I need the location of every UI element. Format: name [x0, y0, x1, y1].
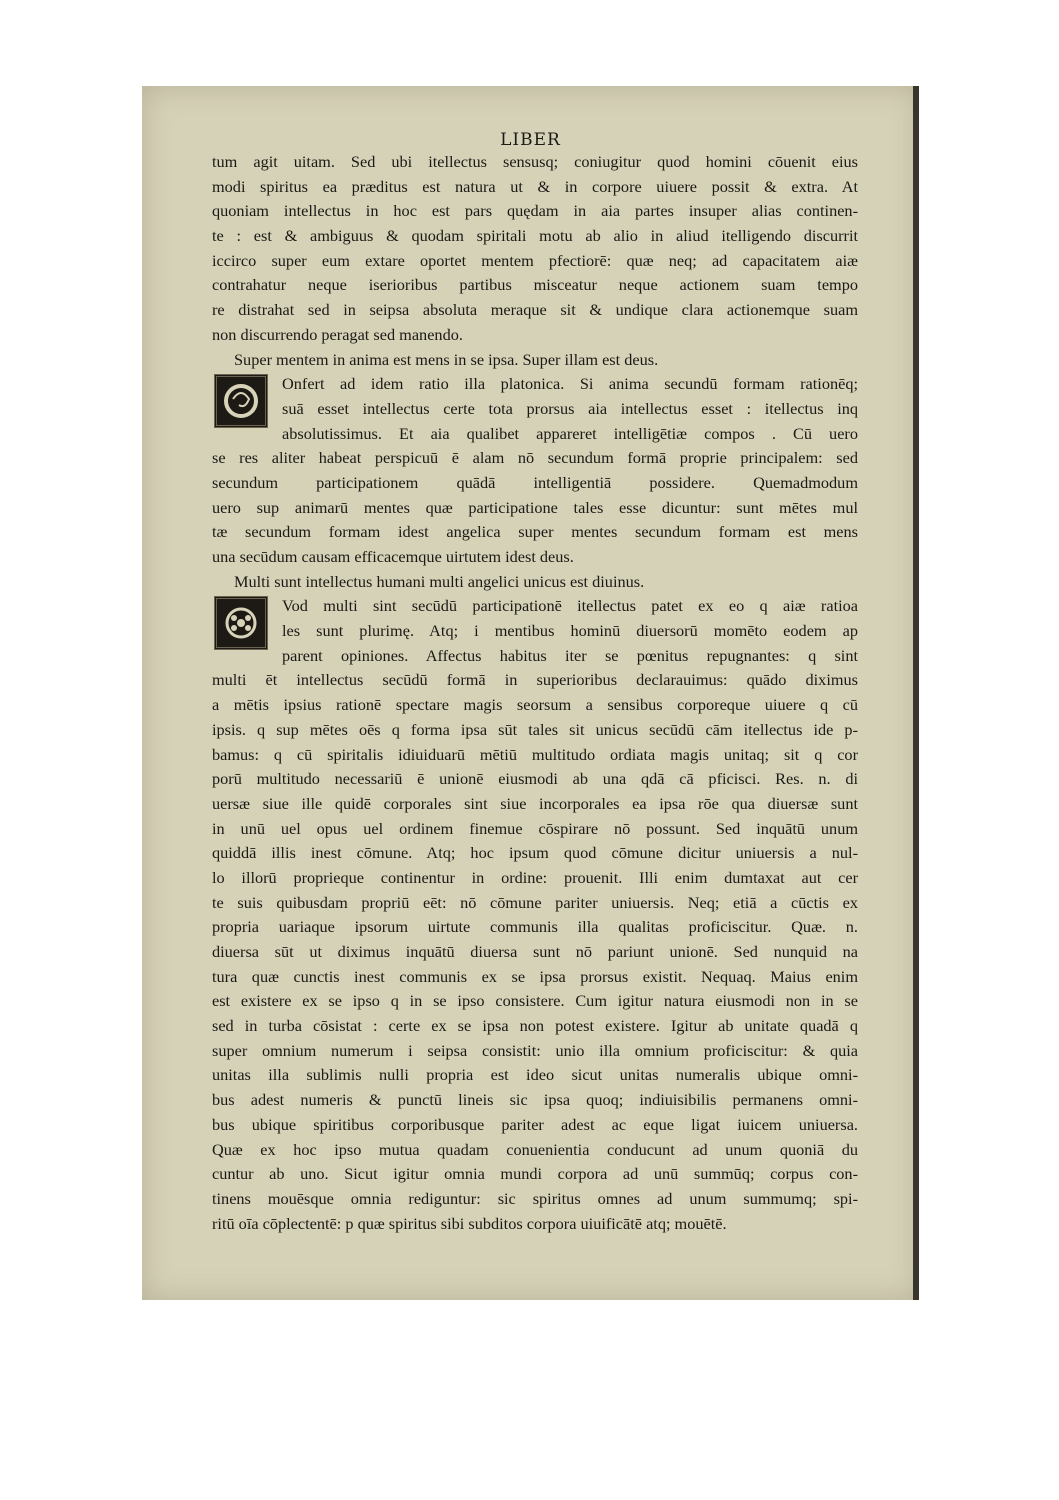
text-line: absolutissimus. Et aia qualibet appareret intelligētiæ compos . Cū uero	[282, 423, 858, 443]
text-line: parent opiniones. Affectus habitus iter se pœnitus repugnantes: q sint	[282, 645, 858, 665]
text-line: secundum participationem quādā intelligentiā possidere. Quemadmodum	[212, 472, 858, 492]
text-line: unitas illa sublimis nulli propria est ideo sicut unitas numeralis ubique omni-	[212, 1065, 858, 1085]
text-line: bamus: q cū spiritalis idiuiduarū mētiū multitudo ordiata magis unitaq; sit q cor	[212, 744, 858, 764]
text-line: bus ubique spiritibus corporibusque pariter adest ac eque ligat iuicem uniuersa.	[212, 1114, 858, 1134]
text-line: una secūdum causam efficacemque uirtutem idest deus.	[212, 547, 574, 566]
text-line: in unū uel opus uel ordinem finemue cōspirare nō possunt. Sed inquātū unum	[212, 818, 858, 838]
ornamental-initial-icon	[214, 596, 268, 650]
heading-2: Multi sunt intellectus humani multi angelici unicus est diuinus.	[234, 571, 645, 591]
heading-1: Super mentem in anima est mens in se ipsa. Super illam est deus.	[234, 349, 659, 369]
text-line: tæ secundum formam idest angelica super mentes secundum formam est mens	[212, 522, 858, 542]
text-line: Onfert ad idem ratio illa platonica. Si anima secundū formam rationēq;	[282, 374, 858, 394]
text-line: non discurrendo peragat sed manendo.	[212, 324, 463, 344]
text-line: uero sup animarū mentes quæ participatione tales esse dicuntur: sunt mētes mul	[212, 497, 858, 517]
text-line: iccirco super eum extare oportet mentem pfectiorē: quæ neq; ad capacitatem aiæ	[212, 250, 858, 270]
text-line: quoniam intellectus in hoc est pars quędam in aia partes insuper alias continen-	[212, 201, 858, 221]
text-line: te suis quibusdam propriū eēt: nō cōmune pariter uniuersis. Neq; etiā a cūctis ex	[212, 892, 858, 912]
text-line: propria uariaque ipsorum uirtute communis illa qualitas proficiscitur. Quæ. n.	[212, 917, 858, 937]
text-line: lo illorū proprieque continentur in ordine: prouenit. Illi enim dumtaxat aut cer	[212, 867, 858, 887]
text-line: re distrahat sed in seipsa absoluta meraque sit & undique clara actionemque suam	[212, 300, 858, 320]
text-line: suā esset intellectus certe tota prorsus aia intellectus esset : itellectus inq	[282, 398, 858, 418]
text-line: Quæ ex hoc ipso mutua quadam conuenientia conducunt ad unum quoniā du	[212, 1139, 858, 1159]
text-line: tinens mouēsque omnia rediguntur: sic spiritus omnes ad unum summumq; spi-	[212, 1188, 858, 1208]
text-line: super omnium numerum i seipsa consistit: unio illa omnium proficiscitur: & quia	[212, 1040, 858, 1060]
text-line: multi ēt intellectus secūdū formā in superioribus declarauimus: quādo diximus	[212, 670, 858, 690]
body-text	[212, 150, 858, 1236]
text-line: porū multitudo necessariū ē unionē eiusmodi ab una qdā cā pficisci. Res. n. di	[212, 769, 858, 789]
text-line: Vod multi sint secūdū participationē itellectus patet ex eo q aiæ ratioa	[282, 596, 858, 616]
text-line: tura quæ cunctis inest communis ex se ipsa prorsus existit. Nequaq. Maius enim	[212, 966, 858, 986]
text-line: se res aliter habeat perspicuū ē alam nō secundum formā proprie principalem: sed	[212, 448, 858, 468]
text-line: tum agit uitam. Sed ubi itellectus sensusq; coniugitur quod homini cōuenit eius	[212, 152, 858, 171]
text-line: les sunt plurimę. Atq; i mentibus hominū diuersorū momēto eodem ap	[282, 621, 858, 641]
paragraph-3	[212, 594, 858, 1236]
text-line: diuersa sūt ut diximus inquātū diuersa sunt nō pariunt unionē. Sed nunquid na	[212, 942, 858, 961]
text-line: modi spiritus ea præditus est natura ut & in corpore uiuere possit & extra. At	[212, 176, 858, 196]
book-page	[142, 86, 919, 1300]
text-line: est existere ex se ipso q in se ipso consistere. Cum igitur natura eiusmodi non in se	[212, 991, 858, 1011]
text-line: contrahatur neque iserioribus partibus misceatur neque actionem suam tempo	[212, 275, 858, 295]
ornamental-initial-icon	[214, 374, 268, 428]
text-line: ritū oīa cōplectentē: p quæ spiritus sibi subditos corpora uiuificātē atq; mouētē.	[212, 1213, 727, 1233]
text-line: uersæ siue ille quidē corporales sint siue incorporales ea ipsa rōe qua diuersæ sunt	[212, 793, 858, 813]
text-line: sed in turba cōsistat : certe ex se ipsa non potest existere. Igitur ab unitate quadā q	[212, 1016, 858, 1036]
text-line: a mētis ipsius rationē spectare magis seorsum a sensibus corporeque uiuere q cū	[212, 695, 858, 715]
text-line: bus adest numeris & punctū lineis sic ipsa quoq; indiuisibilis permanens omni-	[212, 1090, 858, 1110]
text-line: cuntur ab uno. Sicut igitur omnia mundi corpora ad unū summūq; corpus con-	[212, 1164, 858, 1184]
running-header: LIBER	[500, 130, 561, 150]
text-line: ipsis. q sup mētes oēs q forma ipsa sūt tales sit unicus secūdū cām itellectus ide p-	[212, 719, 858, 739]
paragraph-2	[212, 372, 858, 570]
page-binding-edge	[913, 86, 919, 1300]
text-line: te : est & ambiguus & quodam spiritali motu ab alio in aliud itelligendo discurrit	[212, 226, 858, 246]
text-line: quiddā illis inest cōmune. Atq; hoc ipsum quod cōmune dicitur uniuersis a nul-	[212, 843, 858, 863]
paragraph-1	[212, 150, 858, 348]
